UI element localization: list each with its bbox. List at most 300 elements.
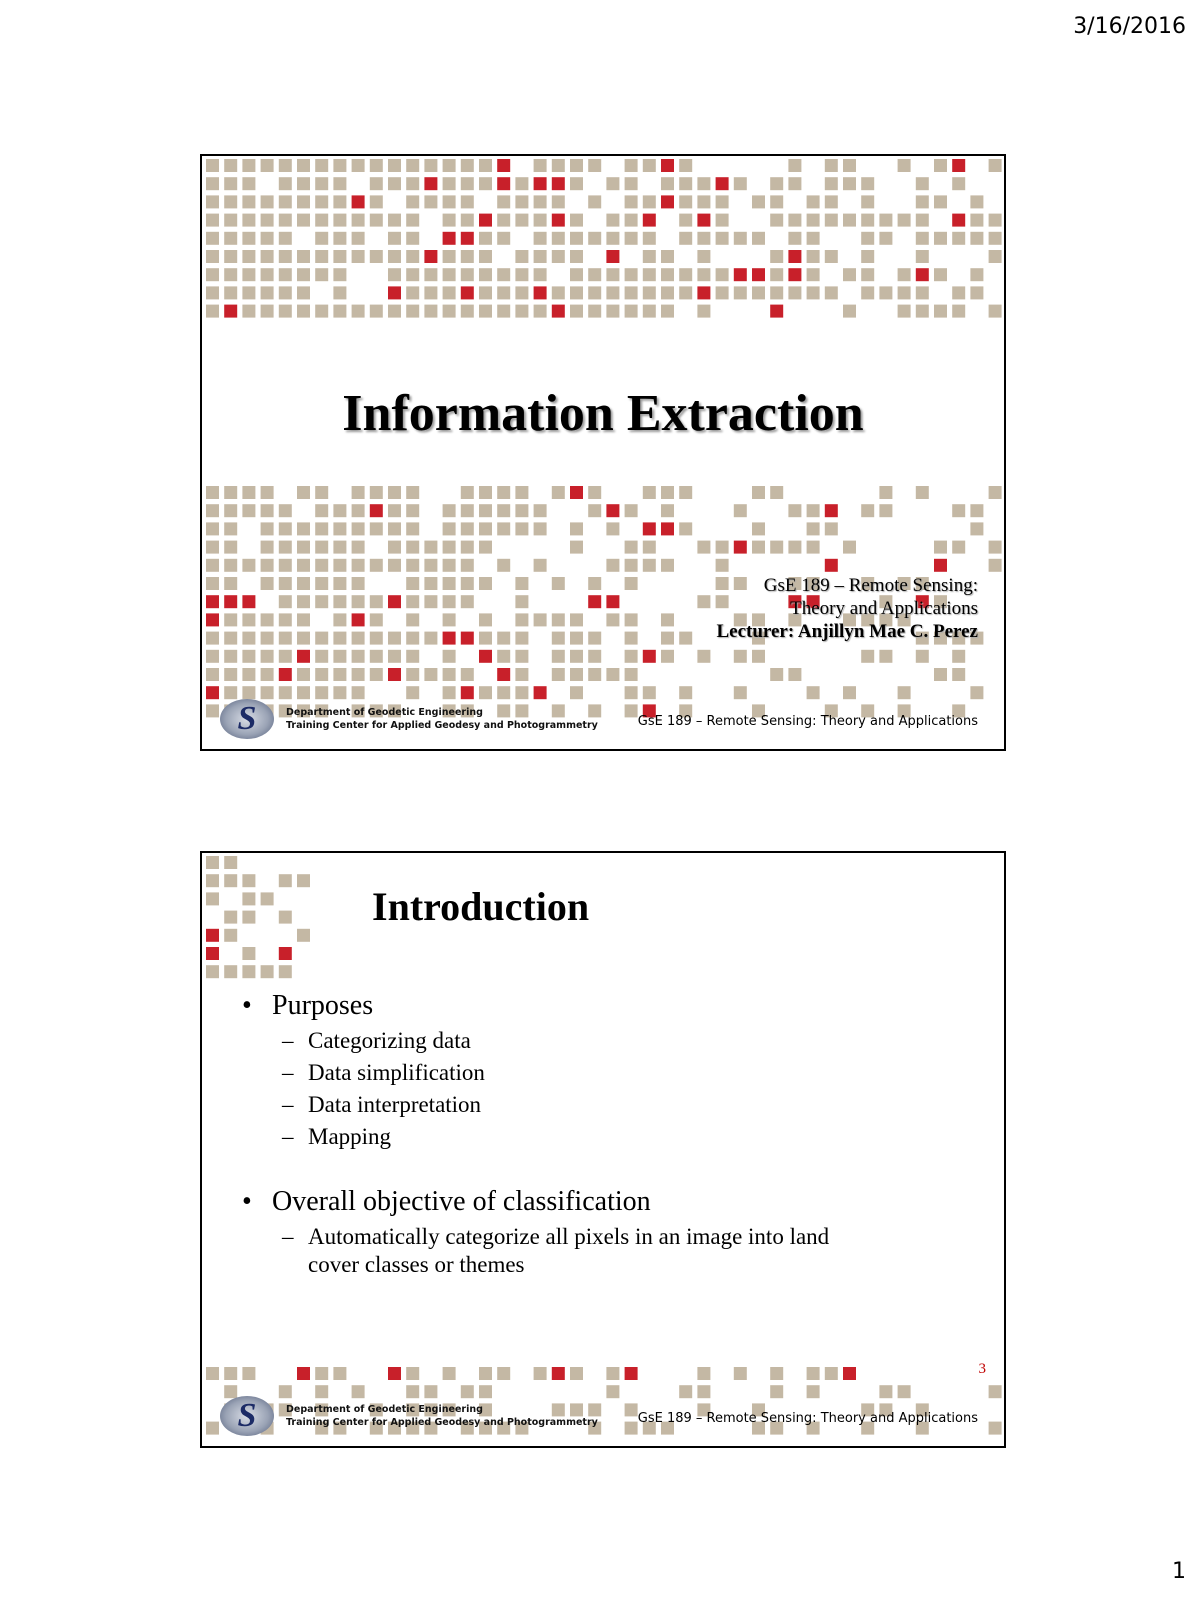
decor-tile	[661, 268, 674, 281]
decor-tile	[697, 1385, 710, 1398]
decor-tile	[388, 232, 401, 245]
decor-tile	[843, 214, 856, 227]
decor-tile	[370, 177, 383, 190]
decor-tile	[297, 595, 310, 608]
decor-tile	[461, 595, 474, 608]
decor-tile	[515, 668, 528, 681]
decor-tile	[315, 214, 328, 227]
decor-tile	[916, 177, 929, 190]
decor-tile	[370, 214, 383, 227]
decor-tile	[479, 577, 492, 590]
decor-tile	[279, 305, 292, 318]
decor-tile	[570, 286, 583, 299]
decor-tile	[352, 632, 365, 645]
decor-tile	[534, 268, 547, 281]
decor-tile	[370, 632, 383, 645]
decor-tile	[625, 541, 638, 554]
decor-tile	[534, 522, 547, 535]
decor-tile	[606, 504, 619, 517]
decor-tile	[352, 595, 365, 608]
decor-tile	[297, 632, 310, 645]
decor-tile	[352, 250, 365, 263]
decor-tile	[552, 232, 565, 245]
decor-tile	[424, 159, 437, 172]
decor-tile	[952, 286, 965, 299]
decor-tile	[406, 504, 419, 517]
decor-tile	[661, 177, 674, 190]
decor-tile	[552, 177, 565, 190]
decor-tile	[242, 177, 255, 190]
decor-tile	[297, 559, 310, 572]
decor-tile	[679, 522, 692, 535]
decor-tile	[861, 250, 874, 263]
decor-tile	[825, 522, 838, 535]
decor-tile	[734, 268, 747, 281]
decor-tile	[333, 650, 346, 663]
decor-tile	[479, 305, 492, 318]
decor-tile	[206, 1367, 219, 1380]
decor-tile	[224, 486, 237, 499]
decor-tile	[734, 177, 747, 190]
decor-tile	[606, 559, 619, 572]
decor-tile	[625, 1403, 638, 1416]
decor-tile	[552, 195, 565, 208]
center-name: Training Center for Applied Geodesy and Photogrammetry	[286, 720, 598, 731]
decor-tile	[843, 541, 856, 554]
decor-tile	[989, 559, 1002, 572]
decor-tile	[333, 268, 346, 281]
decor-tile	[807, 504, 820, 517]
decor-tile	[643, 686, 656, 699]
decor-tile	[443, 214, 456, 227]
decor-tile	[989, 250, 1002, 263]
decor-tile	[461, 668, 474, 681]
decor-tile	[534, 159, 547, 172]
decor-tile	[333, 686, 346, 699]
decor-tile	[297, 177, 310, 190]
decor-tile	[497, 632, 510, 645]
slide-heading: Introduction	[372, 884, 590, 929]
decor-tile	[752, 195, 765, 208]
decor-tile	[989, 232, 1002, 245]
decor-tile	[643, 232, 656, 245]
decor-tile	[242, 947, 255, 960]
decor-tile	[206, 305, 219, 318]
decor-tile	[643, 268, 656, 281]
decor-tile	[916, 486, 929, 499]
decor-tile	[570, 668, 583, 681]
decor-tile	[333, 522, 346, 535]
decor-tile	[679, 177, 692, 190]
decor-tile	[643, 159, 656, 172]
decor-tile	[770, 1385, 783, 1398]
decor-tile	[752, 486, 765, 499]
decor-tile	[352, 686, 365, 699]
decor-tile	[261, 577, 274, 590]
decor-tile	[406, 195, 419, 208]
decor-tile	[279, 195, 292, 208]
decor-tile	[697, 250, 710, 263]
decor-tile	[916, 305, 929, 318]
decor-tile	[206, 1422, 219, 1435]
decor-tile	[552, 305, 565, 318]
decor-tile	[679, 214, 692, 227]
decor-tile	[752, 541, 765, 554]
decor-tile	[224, 1367, 237, 1380]
decor-tile	[261, 159, 274, 172]
decor-tile	[643, 195, 656, 208]
decor-tile	[952, 668, 965, 681]
decor-tile	[898, 686, 911, 699]
decor-tile	[370, 195, 383, 208]
decor-tile	[497, 486, 510, 499]
decor-tile	[406, 232, 419, 245]
dept-name: Department of Geodetic Engineering	[286, 1404, 483, 1415]
decor-tile	[279, 268, 292, 281]
decor-tile	[388, 504, 401, 517]
decor-tile	[461, 522, 474, 535]
decor-tile	[297, 214, 310, 227]
decor-tile	[515, 286, 528, 299]
decor-tile	[734, 1367, 747, 1380]
decor-tile	[570, 541, 583, 554]
decor-tile	[206, 929, 219, 942]
decor-tile	[879, 504, 892, 517]
decor-tile	[716, 214, 729, 227]
decor-tile	[606, 595, 619, 608]
decor-tile	[952, 541, 965, 554]
decor-tile	[242, 305, 255, 318]
page-date: 3/16/2016	[1073, 14, 1186, 39]
decor-tile	[388, 286, 401, 299]
decor-tile	[370, 486, 383, 499]
decor-tile	[297, 159, 310, 172]
decor-tile	[879, 286, 892, 299]
decor-tile	[497, 286, 510, 299]
decor-tile	[388, 650, 401, 663]
decor-tile	[333, 250, 346, 263]
decor-tile	[752, 286, 765, 299]
decor-tile	[861, 177, 874, 190]
decor-tile	[879, 486, 892, 499]
decor-tile	[807, 268, 820, 281]
decor-tile	[970, 686, 983, 699]
decor-tile	[406, 305, 419, 318]
decor-tile	[242, 874, 255, 887]
decor-tile	[898, 214, 911, 227]
decor-tile	[952, 214, 965, 227]
decor-tile	[788, 286, 801, 299]
decor-tile	[206, 856, 219, 869]
decor-tile	[333, 177, 346, 190]
decor-tile	[515, 650, 528, 663]
decor-tile	[570, 686, 583, 699]
decor-tile	[406, 286, 419, 299]
decor-tile	[497, 268, 510, 281]
decor-tile	[625, 559, 638, 572]
decor-tile	[515, 305, 528, 318]
decor-tile	[679, 232, 692, 245]
sub-bullet: – Data simplification	[282, 1060, 485, 1085]
decor-tile	[352, 159, 365, 172]
decor-tile	[279, 559, 292, 572]
decor-tile	[333, 305, 346, 318]
decor-tile	[552, 1367, 565, 1380]
decor-tile	[770, 541, 783, 554]
decor-tile	[261, 650, 274, 663]
decor-tile	[352, 650, 365, 663]
decor-tile	[443, 504, 456, 517]
decor-tile	[315, 668, 328, 681]
decor-tile	[625, 632, 638, 645]
decor-tile	[497, 159, 510, 172]
decor-tile	[352, 577, 365, 590]
decor-tile	[315, 504, 328, 517]
decor-tile	[206, 504, 219, 517]
page-number: 1	[1172, 1559, 1186, 1584]
decor-tile	[206, 159, 219, 172]
decor-tile	[497, 686, 510, 699]
decor-tile	[770, 1367, 783, 1380]
decor-tile	[333, 1367, 346, 1380]
decor-tile	[697, 541, 710, 554]
decor-tile	[807, 541, 820, 554]
decor-tile	[861, 650, 874, 663]
decor-tile	[861, 268, 874, 281]
decor-tile	[534, 613, 547, 626]
decor-tile	[898, 305, 911, 318]
decor-tile	[461, 286, 474, 299]
decor-tile	[406, 268, 419, 281]
decor-tile	[224, 911, 237, 924]
decor-tile	[588, 232, 601, 245]
decor-tile	[406, 250, 419, 263]
decor-tile	[224, 559, 237, 572]
decor-tile	[461, 232, 474, 245]
decor-tile	[716, 286, 729, 299]
decor-tile	[370, 668, 383, 681]
decor-tile	[934, 159, 947, 172]
decor-tile	[443, 686, 456, 699]
decor-tile	[206, 595, 219, 608]
decor-tile	[515, 250, 528, 263]
decor-tile	[224, 305, 237, 318]
decor-tile	[443, 559, 456, 572]
decor-tile	[534, 305, 547, 318]
decor-tile	[734, 541, 747, 554]
decor-tile	[261, 965, 274, 978]
decor-tile	[297, 541, 310, 554]
decor-tile	[843, 177, 856, 190]
decor-tile	[697, 214, 710, 227]
decor-tile	[261, 305, 274, 318]
decor-tile	[934, 305, 947, 318]
decor-tile	[934, 232, 947, 245]
decor-tile	[643, 522, 656, 535]
decor-tile	[424, 286, 437, 299]
decor-tile	[697, 286, 710, 299]
decor-tile	[497, 232, 510, 245]
decor-tile	[224, 595, 237, 608]
decor-tile	[898, 286, 911, 299]
decor-tile	[807, 195, 820, 208]
footer-department	[220, 699, 598, 739]
decor-tile	[461, 632, 474, 645]
decor-tile	[588, 668, 601, 681]
decor-tile	[479, 232, 492, 245]
decor-tile	[242, 214, 255, 227]
decor-tile	[989, 159, 1002, 172]
decor-tile	[406, 541, 419, 554]
decor-tile	[206, 522, 219, 535]
decor-tile	[242, 268, 255, 281]
decor-tile	[770, 177, 783, 190]
decor-tile	[461, 268, 474, 281]
slide-title	[200, 154, 1006, 751]
decor-tile	[279, 911, 292, 924]
decor-tile	[206, 704, 219, 717]
decor-tile	[279, 686, 292, 699]
decor-tile	[606, 286, 619, 299]
decor-tile	[661, 559, 674, 572]
decor-tile	[952, 504, 965, 517]
decor-tile	[206, 577, 219, 590]
decor-tile	[406, 613, 419, 626]
decor-tile	[242, 1367, 255, 1380]
decor-tile	[206, 668, 219, 681]
decor-tile	[989, 486, 1002, 499]
decor-tile	[224, 286, 237, 299]
decor-tile	[515, 632, 528, 645]
decor-tile	[697, 1367, 710, 1380]
decor-tile	[770, 268, 783, 281]
decor-tile	[297, 577, 310, 590]
footer-course: GsE 189 – Remote Sensing: Theory and Applications	[637, 1411, 978, 1426]
decor-tile	[242, 595, 255, 608]
decor-tile	[788, 214, 801, 227]
decor-tile	[206, 892, 219, 905]
decor-tile	[242, 195, 255, 208]
decor-tile	[606, 1385, 619, 1398]
decor-tile	[206, 686, 219, 699]
decor-tile	[716, 541, 729, 554]
decor-tile	[224, 929, 237, 942]
decor-tile	[315, 686, 328, 699]
decor-tile	[679, 268, 692, 281]
decor-tile	[352, 305, 365, 318]
decor-tile	[825, 177, 838, 190]
decor-tile	[370, 305, 383, 318]
decor-tile	[934, 268, 947, 281]
decor-tile	[388, 632, 401, 645]
decor-tile	[497, 195, 510, 208]
decor-tile	[625, 1367, 638, 1380]
decor-tile	[570, 1367, 583, 1380]
decor-tile	[697, 595, 710, 608]
decor-tile	[661, 250, 674, 263]
decor-tile	[242, 286, 255, 299]
decor-tile	[515, 268, 528, 281]
decor-tile	[697, 195, 710, 208]
decor-tile	[297, 195, 310, 208]
decor-tile	[479, 650, 492, 663]
decor-tile	[679, 686, 692, 699]
decor-tile	[552, 214, 565, 227]
decor-tile	[643, 214, 656, 227]
decor-tile	[989, 214, 1002, 227]
decor-tile	[443, 595, 456, 608]
decor-tile	[588, 650, 601, 663]
decor-tile	[261, 613, 274, 626]
sub-bullet: – Data interpretation	[282, 1092, 482, 1117]
decor-tile	[279, 541, 292, 554]
decor-tile	[570, 159, 583, 172]
footer-department	[220, 1396, 598, 1436]
decor-tile	[242, 632, 255, 645]
decor-tile	[515, 195, 528, 208]
decor-tile	[352, 214, 365, 227]
decor-tile	[770, 486, 783, 499]
decor-tile	[224, 214, 237, 227]
decor-tile	[843, 1367, 856, 1380]
decor-tile	[570, 214, 583, 227]
decor-tile	[333, 159, 346, 172]
decor-tile	[534, 232, 547, 245]
decor-tile	[661, 286, 674, 299]
decor-tile	[297, 650, 310, 663]
decor-tile	[479, 486, 492, 499]
decor-tile	[534, 286, 547, 299]
decor-tile	[697, 232, 710, 245]
decor-tile	[224, 504, 237, 517]
decor-tile	[497, 650, 510, 663]
decor-tile	[461, 159, 474, 172]
decor-tile	[315, 305, 328, 318]
decor-tile	[515, 577, 528, 590]
decor-tile	[788, 232, 801, 245]
decor-tile	[279, 577, 292, 590]
decor-tile	[224, 686, 237, 699]
decor-tile	[643, 650, 656, 663]
decor-tile	[297, 874, 310, 887]
decor-tile	[297, 522, 310, 535]
decor-tile	[315, 250, 328, 263]
decor-tile	[643, 486, 656, 499]
decor-tile	[406, 559, 419, 572]
decor-tile	[934, 195, 947, 208]
decor-tile	[406, 595, 419, 608]
decor-tile	[242, 486, 255, 499]
decor-tile	[989, 305, 1002, 318]
decor-tile	[606, 250, 619, 263]
decor-tile	[479, 250, 492, 263]
decor-tile	[807, 232, 820, 245]
decor-tile	[625, 214, 638, 227]
decor-tile	[315, 486, 328, 499]
decor-tile	[352, 486, 365, 499]
decor-tile	[570, 486, 583, 499]
decor-tile	[643, 286, 656, 299]
decor-tile	[752, 232, 765, 245]
decor-tile	[570, 650, 583, 663]
decor-tile	[479, 686, 492, 699]
decor-tile	[388, 668, 401, 681]
decor-tile	[661, 613, 674, 626]
decor-tile	[261, 486, 274, 499]
decor-tile	[843, 305, 856, 318]
decor-tile	[297, 686, 310, 699]
decor-tile	[552, 577, 565, 590]
